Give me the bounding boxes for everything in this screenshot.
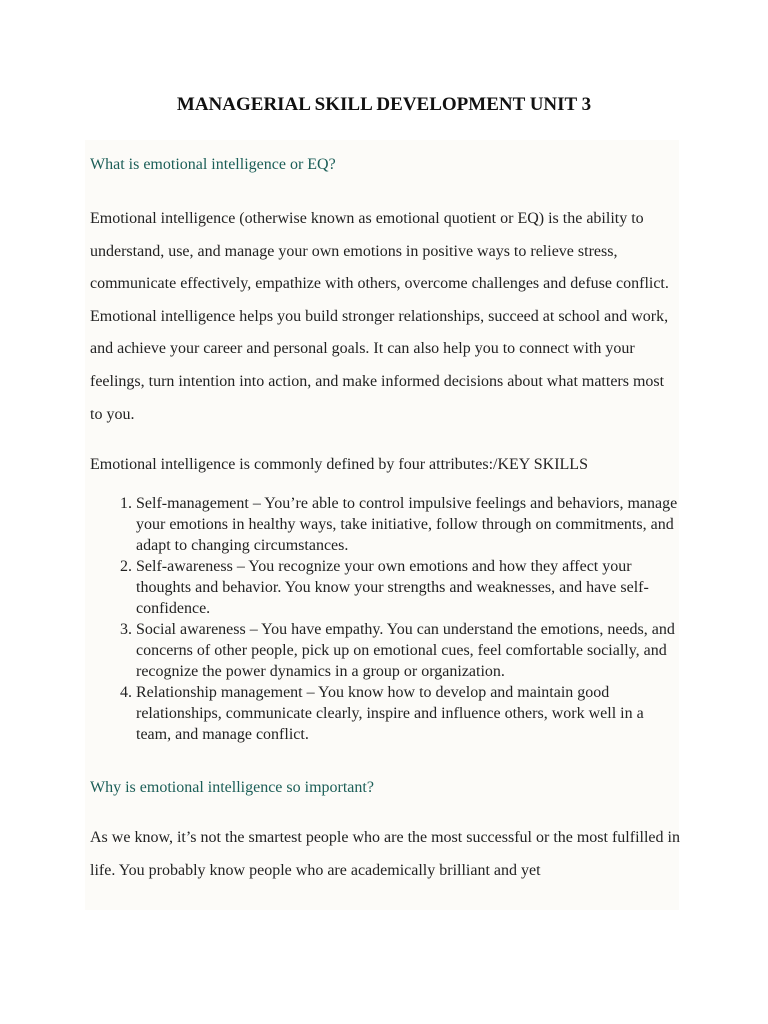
importance-paragraph: As we know, it’s not the smartest people who are the most successful or the most fulfilled in life. You probably know people who are academically brilliant and yet	[90, 829, 680, 879]
key-skills-list	[90, 493, 680, 745]
section-heading-what-is-eq: What is emotional intelligence or EQ?	[90, 156, 336, 173]
list-item-social-awareness: 3. Social awareness – You have empathy. You can understand the emotions, needs, and concerns of other people, pick up on emotional cues, feel comfortable socially, and recognize the power dynamics in a group or organization.	[136, 619, 680, 682]
eq-definition-paragraph: Emotional intelligence (otherwise known as emotional quotient or EQ) is the ability to understand, use, and manage your own emotions in positive ways to relieve stress, communicate effectively, empathize with others, overcome challenges and defuse conflict. Emotional intelligence helps you build stronger relationships, succeed at school and work, and achieve your career and personal goals. It can also help you to connect with your feelings, turn intention into action, and make informed decisions about what matters most to you.	[90, 210, 669, 423]
list-item-self-awareness: 2. Self-awareness – You recognize your own emotions and how they affect your thoughts and behavior. You know your strengths and weaknesses, and have self-confidence.	[136, 556, 680, 619]
document-body	[90, 153, 680, 887]
key-skills-intro: Emotional intelligence is commonly defined by four attributes:/KEY SKILLS	[90, 456, 588, 474]
list-item-relationship-management: 4. Relationship management – You know how to develop and maintain good relationships, communicate clearly, inspire and influence others, work well in a team, and manage conflict.	[136, 682, 680, 745]
page-title: MANAGERIAL SKILL DEVELOPMENT UNIT 3	[176, 94, 592, 115]
section-heading-why-important: Why is emotional intelligence so important?	[90, 779, 374, 797]
list-item-self-management: 1. Self-management – You’re able to control impulsive feelings and behaviors, manage your emotions in healthy ways, take initiative, follow through on commitments, and adapt to changing circumstances.	[136, 493, 680, 556]
